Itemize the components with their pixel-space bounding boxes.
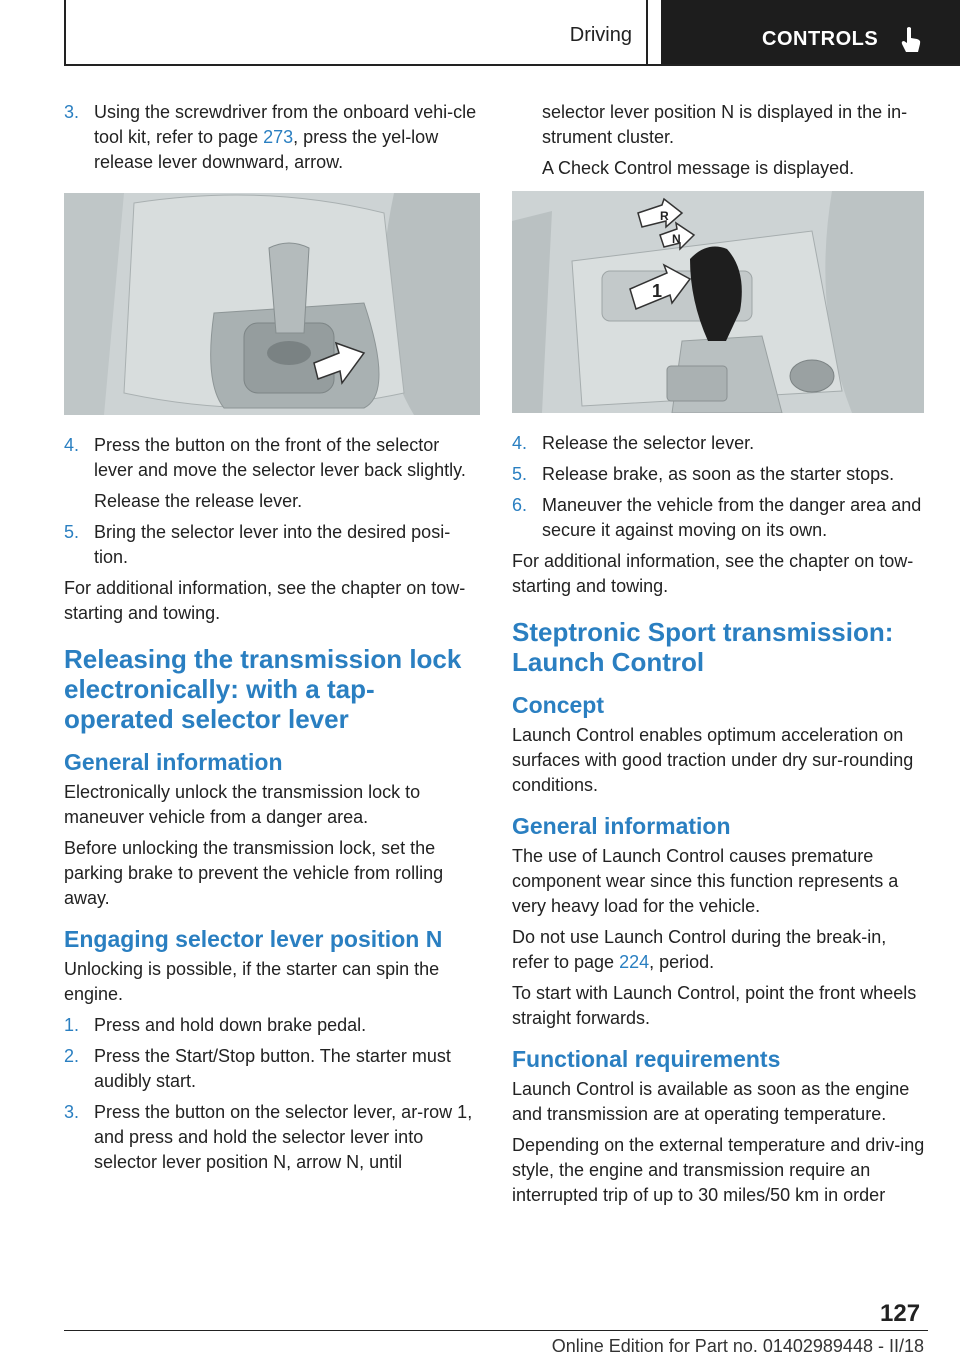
step-text: Press the button on the selector lever, ar‐row 1, and press and hold the selector lever into selector lever position N, arrow N, until (94, 1102, 473, 1172)
step-number: 1. (64, 1015, 80, 1035)
step-text: Release the selector lever. (542, 433, 755, 453)
hand-pointer-icon (899, 26, 923, 54)
footer-edition: Online Edition for Part no. 01402989448 - II/18 (551, 1336, 924, 1356)
step-item (64, 1044, 480, 1094)
header-rule (64, 64, 960, 66)
step-text: Bring the selector lever into the desired posi‐tion. (94, 522, 451, 567)
section-heading: Releasing the transmission lock electronically: with a tap-operated selector lever (64, 644, 462, 734)
step-number: 4. (64, 435, 80, 455)
step-subtext: Release the release lever. (94, 491, 303, 511)
paragraph: Launch Control is available as soon as the engine and transmission are at operating temperature. (512, 1079, 910, 1124)
subsection-heading: Engaging selector lever position N (64, 926, 443, 952)
step-item (64, 100, 480, 175)
paragraph: Electronically unlock the transmission lock to maneuver vehicle from a danger area. (64, 782, 421, 827)
paragraph: Unlocking is possible, if the starter can spin the engine. (64, 959, 440, 1004)
step-number: 2. (64, 1046, 80, 1066)
step-item (64, 520, 480, 570)
subsection-heading: Concept (512, 692, 604, 718)
step-number: 5. (512, 464, 528, 484)
step-item (512, 462, 928, 487)
step-text: Maneuver the vehicle from the danger area and secure it against moving on its own. (542, 495, 922, 540)
step-item (64, 433, 480, 483)
page-number: 127 (880, 1300, 921, 1327)
step-text: Press the Start/Stop button. The starter must audibly start. (94, 1046, 451, 1091)
paragraph: Do not use Launch Control during the break-in, refer to page 224, period. (512, 927, 887, 972)
figure-label-r: R (660, 209, 669, 223)
subsection-heading: General information (512, 813, 731, 839)
step-text: Release brake, as soon as the starter stops. (542, 464, 895, 484)
step-continuation: selector lever position N is displayed in the in‐strument cluster. (542, 102, 908, 147)
step-text: Press and hold down brake pedal. (94, 1015, 367, 1035)
step-number: 6. (512, 495, 528, 515)
step-text: Using the screwdriver from the onboard vehi‐cle tool kit, refer to page 273, press the yel‐low release lever downward, arrow. (94, 102, 477, 172)
page-link[interactable]: 224 (619, 952, 650, 972)
subsection-heading: General information (64, 749, 283, 775)
figure-label-n: N (672, 232, 681, 246)
paragraph: The use of Launch Control causes premature component wear since this function represents a very heavy load for the vehicle. (512, 846, 899, 916)
paragraph: For additional information, see the chapter on tow-starting and towing. (512, 551, 914, 596)
step-number: 5. (64, 522, 80, 542)
subsection-heading: Functional requirements (512, 1046, 781, 1072)
step-item (64, 1100, 480, 1175)
footer-rule (64, 1330, 928, 1331)
step-number: 3. (64, 102, 80, 122)
figure-label-1: 1 (652, 281, 663, 301)
section-heading: Steptronic Sport transmission: Launch Control (512, 617, 894, 677)
page-link[interactable]: 273 (263, 127, 294, 147)
step-text: Press the button on the front of the selector lever and move the selector lever back slightly. (94, 435, 466, 480)
paragraph: To start with Launch Control, point the front wheels straight forwards. (512, 983, 917, 1028)
right-column (512, 100, 928, 1214)
paragraph: Before unlocking the transmission lock, set the parking brake to prevent the vehicle from rolling away. (64, 838, 444, 908)
paragraph: For additional information, see the chapter on tow-starting and towing. (64, 578, 466, 623)
selector-lever-figure (512, 191, 924, 413)
paragraph: Launch Control enables optimum acceleration on surfaces with good traction under dry sur‐rounding conditions. (512, 725, 914, 795)
paragraph: Depending on the external temperature and driv‐ing style, the engine and transmission require an interrupted trip of up to 30 miles/50 km in order (512, 1135, 925, 1205)
header-section-box (64, 0, 648, 64)
header-chapter-label: CONTROLS (762, 28, 879, 50)
step-item (512, 431, 928, 456)
left-column (64, 100, 480, 1181)
header-chapter-box (661, 0, 960, 64)
step-number: 3. (64, 1102, 80, 1122)
step-continuation: A Check Control message is displayed. (542, 158, 855, 178)
step-number: 4. (512, 433, 528, 453)
release-lever-figure (64, 193, 480, 415)
step-item (64, 1013, 480, 1038)
step-item (512, 493, 928, 543)
header-section-label: Driving (569, 24, 632, 46)
